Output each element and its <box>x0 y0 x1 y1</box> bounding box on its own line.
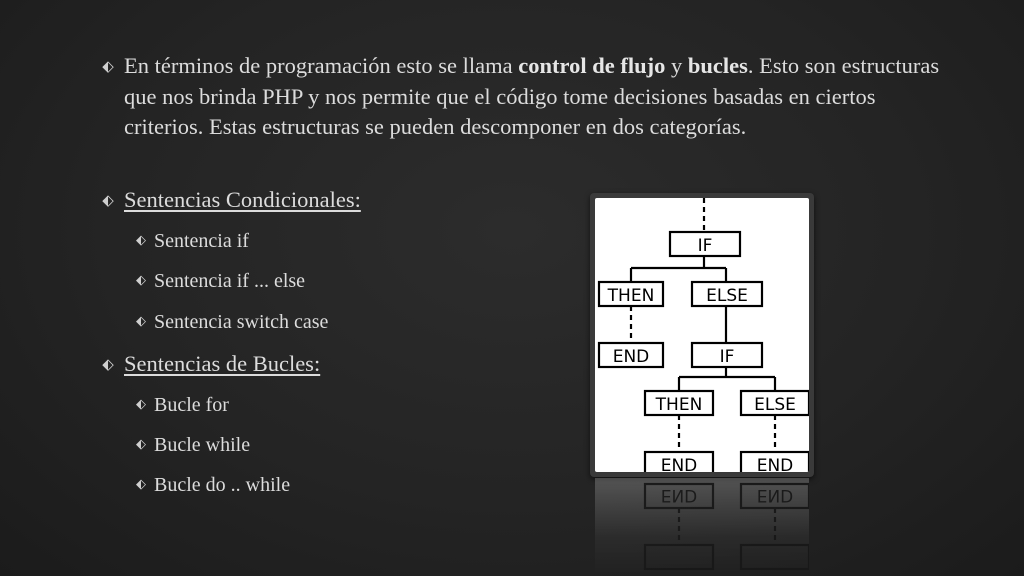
list-item-label: Bucle do .. while <box>154 474 291 496</box>
list-item-label: Sentencia if ... else <box>154 270 306 292</box>
if-label-top: IF <box>697 236 713 256</box>
diamond-bullet-icon: ⬖ <box>102 355 114 373</box>
diamond-bullet-icon: ⬖ <box>136 477 146 492</box>
section-heading: Sentencias Condicionales: <box>124 187 361 212</box>
diamond-bullet-icon: ⬖ <box>136 437 146 452</box>
section-conditionals <box>98 185 361 216</box>
flowchart-canvas <box>595 198 809 472</box>
section-loops <box>98 349 320 380</box>
reflection-end-label-middle: END <box>660 485 698 505</box>
end-label-left: END <box>612 347 650 367</box>
intro-text-1: En términos de programación esto se llama <box>124 53 519 78</box>
intro-paragraph <box>124 51 944 143</box>
diamond-bullet-icon: ⬖ <box>136 233 146 248</box>
list-item-label: Bucle while <box>154 434 251 456</box>
list-item <box>132 472 290 498</box>
reflection-svg <box>595 478 809 576</box>
diamond-bullet-icon: ⬖ <box>136 273 146 288</box>
list-item-label: Sentencia switch case <box>154 311 329 333</box>
reflection-end-label-right: END <box>756 485 794 505</box>
else-label-nested: ELSE <box>754 395 796 415</box>
then-label-nested: THEN <box>655 395 703 415</box>
list-item-label: Sentencia if <box>154 230 249 252</box>
flowchart-svg <box>595 198 809 472</box>
diamond-bullet-icon: ⬖ <box>102 191 114 209</box>
if-label-nested: IF <box>719 347 735 367</box>
list-item <box>132 228 249 254</box>
section-heading: Sentencias de Bucles: <box>124 351 321 376</box>
intro-bold-control-flujo: control de flujo <box>518 53 666 78</box>
list-item <box>132 392 229 418</box>
diamond-bullet-icon: ⬖ <box>136 314 146 329</box>
reflection-canvas <box>595 478 809 576</box>
reflection-then-box <box>645 545 713 569</box>
then-label-top: THEN <box>607 286 655 306</box>
list-item <box>132 432 250 458</box>
intro-bullet <box>98 51 944 143</box>
intro-text-3: . Esto son estructuras que nos brinda PHP y nos permite que el código tome decisiones basadas en ciertos criterios. Estas estructuras se pueden descomponer en dos categorías. <box>124 53 940 139</box>
list-item <box>132 309 328 335</box>
intro-text-2: y <box>665 53 688 78</box>
list-item-label: Bucle for <box>154 394 229 416</box>
intro-bold-bucles: bucles <box>687 53 748 78</box>
flowchart-image <box>590 193 814 477</box>
end-label-middle: END <box>660 456 698 472</box>
else-label-top: ELSE <box>706 286 748 306</box>
reflection-else-box <box>741 545 809 569</box>
diamond-bullet-icon: ⬖ <box>136 397 146 412</box>
diamond-bullet-icon: ⬖ <box>102 57 114 75</box>
list-item <box>132 268 305 294</box>
end-label-right: END <box>756 456 794 472</box>
flowchart-reflection <box>590 478 814 576</box>
